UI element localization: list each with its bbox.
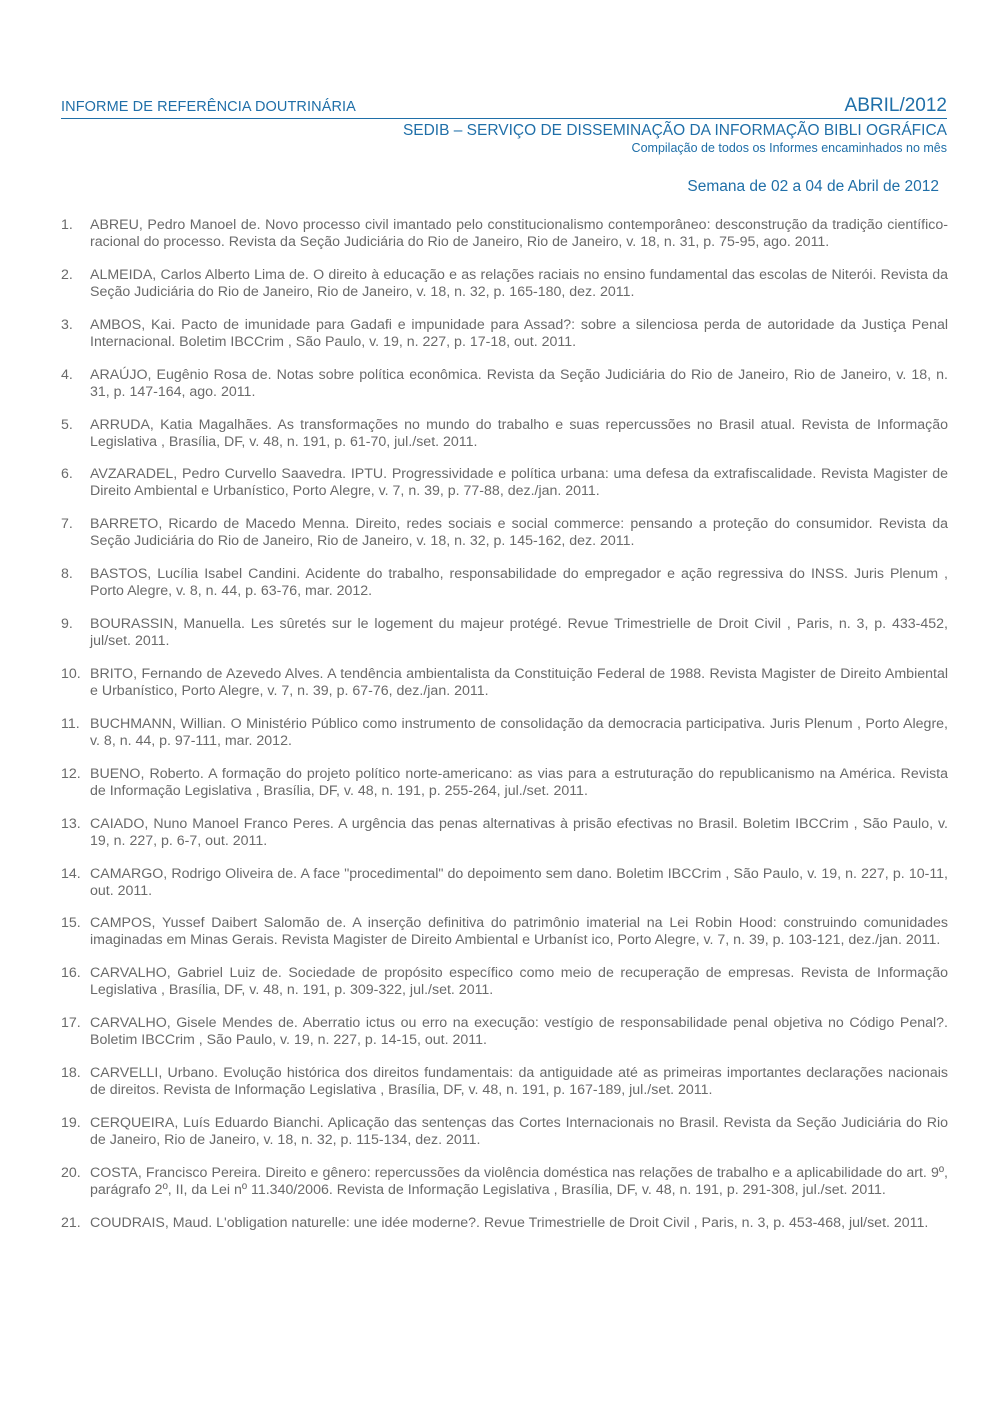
- reference-item: [61, 766, 948, 800]
- reference-text: COUDRAIS, Maud. L'obligation naturelle: une idée moderne?. Revue Trimestrielle de Droit Civil , Paris, n. 3, p. 453-468, jul/set. 2011.: [90, 1214, 929, 1231]
- reference-item: [61, 267, 948, 301]
- reference-number: 1.: [61, 217, 73, 233]
- reference-number: 6.: [61, 466, 73, 483]
- reference-text: CAMARGO, Rodrigo Oliveira de. A face "procedimental" do depoimento sem dano. Boletim IBCCrim , São Paulo, v. 19, n. 227, p. 10-11, out. 2011.: [90, 865, 948, 899]
- reference-number: 19.: [61, 1115, 81, 1132]
- reference-text: CARVALHO, Gisele Mendes de. Aberratio ictus ou erro na execução: vestígio de responsabilidade penal objetiva no Código Penal?. Boletim IBCCrim , São Paulo, v. 19, n. 227, p. 14-15, out. 2011.: [90, 1015, 948, 1049]
- reference-item: [61, 367, 948, 401]
- reference-text: ARAÚJO, Eugênio Rosa de. Notas sobre política econômica. Revista da Seção Judiciária do Rio de Janeiro, Rio de Janeiro, v. 18, n. 31, p. 147-164, ago. 2011.: [90, 366, 948, 400]
- reference-number: 2.: [61, 266, 73, 283]
- reference-text: COSTA, Francisco Pereira. Direito e gênero: repercussões da violência doméstica nas relações de trabalho e a aplicabilidade do art. 9º, parágrafo 2º, II, da Lei nº 11.340/2006. Revista de Informação Legislativa , Brasília, DF, v. 48, n. 191, p. 291-308, jul./set. 2011.: [90, 1164, 948, 1198]
- reference-number: 15.: [61, 915, 81, 932]
- reference-number: 16.: [61, 965, 81, 982]
- reference-text: ARRUDA, Katia Magalhães. As transformações no mundo do trabalho e suas repercussões no Brasil atual. Revista de Informação Legislativa , Brasília, DF, v. 48, n. 191, p. 61-70, jul./set. 2011.: [90, 416, 948, 450]
- reference-text: BUCHMANN, Willian. O Ministério Público como instrumento de consolidação da democracia participativa. Juris Plenum , Porto Alegre, v. 8, n. 44, p. 97-111, mar. 2012.: [90, 715, 948, 749]
- reference-number: 4.: [61, 366, 73, 383]
- report-date: ABRIL/2012: [844, 95, 947, 116]
- week-range: Semana de 02 a 04 de Abril de 2012: [687, 178, 939, 195]
- document-header: [61, 96, 947, 156]
- reference-text: BARRETO, Ricardo de Macedo Menna. Direito, redes sociais e social commerce: pensando a proteção do consumidor. Revista da Seção Judiciária do Rio de Janeiro, Rio de Janeiro, v. 18, n. 32, p. 145-162, dez. 2011.: [90, 516, 948, 550]
- reference-text: CARVALHO, Gabriel Luiz de. Sociedade de propósito específico como meio de recuperação de empresas. Revista de Informação Legislativa , Brasília, DF, v. 48, n. 191, p. 309-322, jul./set. 2011.: [90, 965, 948, 999]
- reference-item: [61, 566, 948, 600]
- reference-item: [61, 666, 948, 700]
- reference-number: 11.: [61, 715, 80, 732]
- reference-text: ALMEIDA, Carlos Alberto Lima de. O direito à educação e as relações raciais no ensino fundamental das escolas de Niterói. Revista da Seção Judiciária do Rio de Janeiro, Rio de Janeiro, v. 18, n. 32, p. 165-180, dez. 2011.: [90, 266, 948, 300]
- reference-item: [61, 866, 948, 900]
- reference-item: [61, 217, 948, 251]
- reference-item: [61, 1165, 948, 1199]
- reference-item: [61, 716, 948, 750]
- compilation-note: Compilação de todos os Informes encaminhados no mês: [631, 141, 947, 155]
- reference-text: ABREU, Pedro Manoel de. Novo processo civil imantado pelo constitucionalismo contemporâneo: desconstrução da tradição científico-racional do processo. Revista da Seção Judiciária do Rio de Janeiro, Rio de Janeiro, v. 18, n. 31, p. 75-95, ago. 2011.: [90, 217, 948, 250]
- reference-item: [61, 466, 948, 500]
- reference-number: 13.: [61, 815, 81, 832]
- reference-number: 18.: [61, 1065, 81, 1082]
- reference-item: [61, 1115, 948, 1149]
- header-title-row: [61, 96, 947, 119]
- reference-item: [61, 616, 948, 650]
- reference-number: 3.: [61, 316, 73, 333]
- reference-item: [61, 915, 948, 949]
- reference-number: 21.: [61, 1214, 81, 1231]
- reference-list: [61, 217, 948, 1248]
- reference-item: [61, 417, 948, 451]
- reference-item: [61, 1065, 948, 1099]
- reference-number: 14.: [61, 865, 81, 882]
- report-title: INFORME DE REFERÊNCIA DOUTRINÁRIA: [61, 99, 356, 115]
- reference-text: BRITO, Fernando de Azevedo Alves. A tendência ambientalista da Constituição Federal de 1988. Revista Magister de Direito Ambiental e Urbanístico, Porto Alegre, v. 7, n. 39, p. 67-76, dez./jan. 2011.: [90, 666, 948, 700]
- reference-text: AVZARADEL, Pedro Curvello Saavedra. IPTU. Progressividade e política urbana: uma defesa da extrafiscalidade. Revista Magister de Direito Ambiental e Urbanístico, Porto Alegre, v. 7, n. 39, p. 77-88, dez./jan. 2011.: [90, 466, 948, 500]
- reference-item: [61, 1215, 948, 1232]
- reference-number: 5.: [61, 416, 73, 433]
- reference-item: [61, 1015, 948, 1049]
- reference-text: CAMPOS, Yussef Daibert Salomão de. A inserção definitiva do patrimônio imaterial na Lei Robin Hood: construindo comunidades imaginadas em Minas Gerais. Revista Magister de Direito Ambiental e Urbaníst ico, Porto Alegre, v. 7, n. 39, p. 103-121, dez./jan. 2011.: [90, 915, 948, 949]
- reference-item: [61, 516, 948, 550]
- reference-item: [61, 965, 948, 999]
- reference-number: 20.: [61, 1164, 81, 1181]
- reference-text: BOURASSIN, Manuella. Les sûretés sur le logement du majeur protégé. Revue Trimestrielle de Droit Civil , Paris, n. 3, p. 433-452, jul/set. 2011.: [90, 616, 948, 650]
- reference-text: CARVELLI, Urbano. Evolução histórica dos direitos fundamentais: da antiguidade até as primeiras importantes declarações nacionais de direitos. Revista de Informação Legislativa , Brasília, DF, v. 48, n. 191, p. 167-189, jul./set. 2011.: [90, 1065, 948, 1099]
- reference-number: 12.: [61, 765, 81, 782]
- reference-text: AMBOS, Kai. Pacto de imunidade para Gadafi e impunidade para Assad?: sobre a silenciosa perda de autoridade da Justiça Penal Internacional. Boletim IBCCrim , São Paulo, v. 19, n. 227, p. 17-18, out. 2011.: [90, 316, 948, 350]
- reference-number: 7.: [61, 516, 73, 533]
- reference-text: CAIADO, Nuno Manoel Franco Peres. A urgência das penas alternativas à prisão efectivas no Brasil. Boletim IBCCrim , São Paulo, v. 19, n. 227, p. 6-7, out. 2011.: [90, 815, 948, 849]
- reference-text: BASTOS, Lucília Isabel Candini. Acidente do trabalho, responsabilidade do empregador e ação regressiva do INSS. Juris Plenum , Porto Alegre, v. 8, n. 44, p. 63-76, mar. 2012.: [90, 566, 948, 600]
- reference-number: 9.: [61, 616, 73, 633]
- reference-text: CERQUEIRA, Luís Eduardo Bianchi. Aplicação das sentenças das Cortes Internacionais no Brasil. Revista da Seção Judiciária do Rio de Janeiro, Rio de Janeiro, v. 18, n. 32, p. 115-134, dez. 2011.: [90, 1115, 948, 1149]
- reference-item: [61, 317, 948, 351]
- reference-number: 8.: [61, 566, 73, 583]
- reference-item: [61, 816, 948, 850]
- reference-number: 10.: [61, 666, 81, 683]
- service-title: SEDIB – SERVIÇO DE DISSEMINAÇÃO DA INFORMAÇÃO BIBLI OGRÁFICA: [402, 122, 947, 139]
- reference-number: 17.: [61, 1015, 81, 1032]
- reference-text: BUENO, Roberto. A formação do projeto político norte-americano: as vias para a estruturação do republicanismo na América. Revista de Informação Legislativa , Brasília, DF, v. 48, n. 191, p. 255-264, jul./set. 2011.: [90, 765, 948, 799]
